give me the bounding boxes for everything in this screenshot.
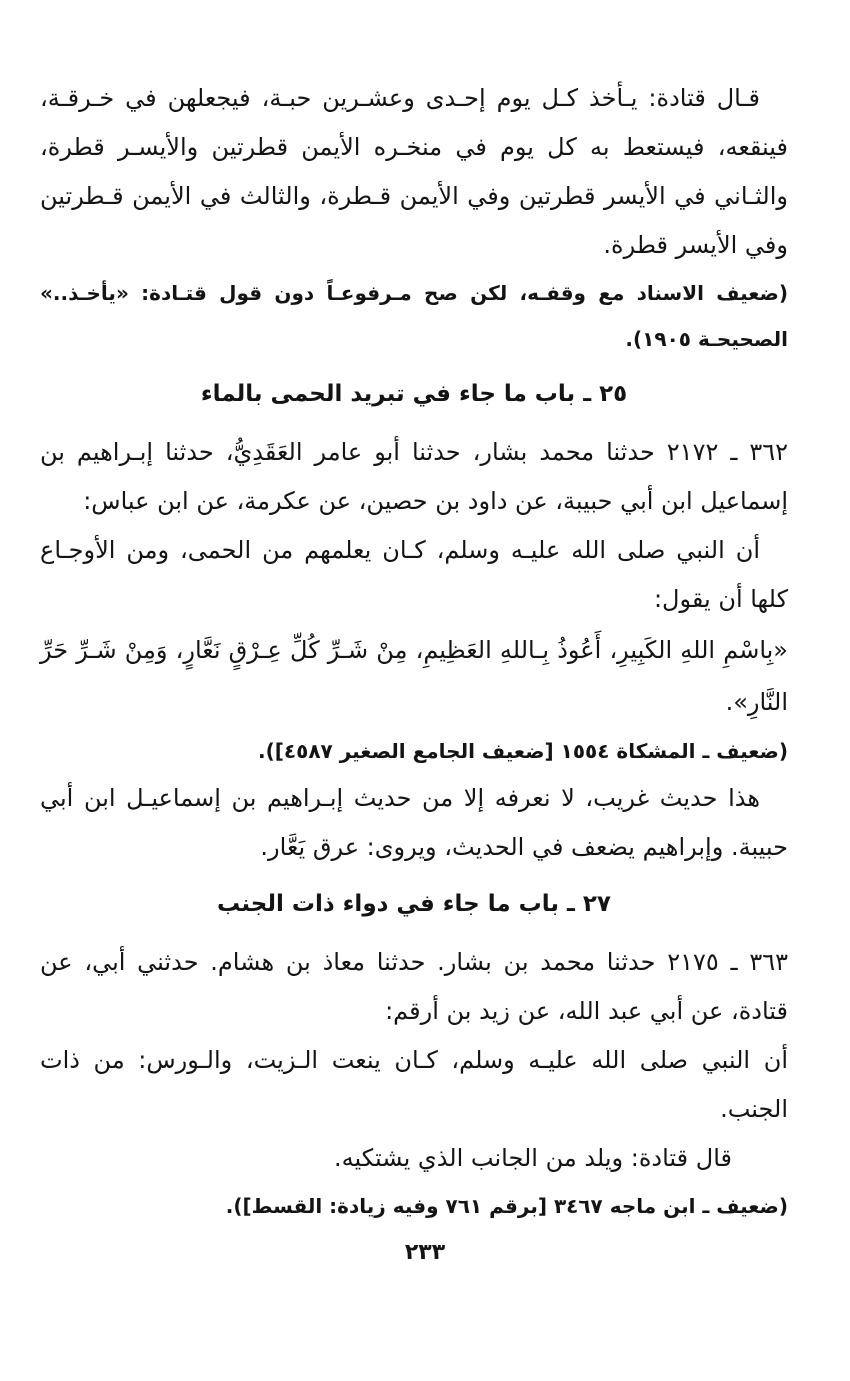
chapter-heading-25: ٢٥ ـ باب ما جاء في تبريد الحمى بالماء <box>200 381 628 407</box>
hadith-2175-isnad: ٣٦٣ ـ ٢١٧٥ حدثنا محمد بن بشار. حدثنا معاذ بن هشام. حدثني أبي، عن قتادة، عن أبي عبد الله، عن زيد بن أرقم: <box>40 948 788 1025</box>
chapter-heading-27: ٢٧ ـ باب ما جاء في دواء ذات الجنب <box>217 891 611 917</box>
hadith-2175-matn: أن النبي صلى الله عليـه وسلم، كـان ينعت الـزيت، والـورس: من ذات الجنب. <box>40 1046 788 1123</box>
page-body <box>40 74 788 1229</box>
hadith-2172-matn: أن النبي صلى الله عليـه وسلم، كـان يعلمهم من الحمى، ومن الأوجـاع كلها أن يقول: <box>40 536 788 613</box>
grading-note-3: (ضعيف ـ ابن ماجه ٣٤٦٧ [برقم ٧٦١ وفيه زيادة: القسط]). <box>225 1194 788 1218</box>
grading-note-1: (ضعيف الاسناد مع وقفـه، لكن صح مـرفوعـاً دون قول قتـادة: «يأخـذ..» الصحيحـة ١٩٠٥). <box>40 281 788 351</box>
hadith-2172-isnad: ٣٦٢ ـ ٢١٧٢ حدثنا محمد بشار، حدثنا أبو عامر العَقَدِيُّ، حدثنا إبـراهيم بن إسماعيل ابن أبي حبيبة، عن داود بن حصين، عن عكرمة، عن ابن عباس: <box>40 438 789 515</box>
supplication-text: «بِاسْمِ اللهِ الكَبِيرِ، أَعُوذُ بِـاللهِ العَظِيمِ، مِنْ شَـرِّ كُلِّ عِـرْقٍ نَعَّارٍ، وَمِنْ شَـرِّ حَرِّ النَّارِ». <box>40 636 788 716</box>
paragraph-qatada-dosage: قـال قتادة: يـأخذ كـل يوم إحـدى وعشـرين حبـة، فيجعلهن في خـرقـة، فينقعه، فيستعط به كل يوم في منخـره الأيمن قطرتين والأيسـر قطرة، والثـاني في الأيسر قطرتين وفي الأيمن قـطرة، والثالث في الأيمن قـطرتين وفي الأيسر قطرة. <box>40 84 788 259</box>
page-number: ٢٣٣ <box>404 1240 446 1265</box>
qatada-comment: قال قتادة: ويلد من الجانب الذي يشتكيه. <box>333 1144 732 1172</box>
commentary-paragraph: هذا حديث غريب، لا نعرفه إلا من حديث إبـراهيم بن إسماعيـل ابن أبي حبيبة. وإبراهيم يضعف في الحديث، ويروى: عرق يَعَّار. <box>40 784 788 861</box>
grading-note-2: (ضعيف ـ المشكاة ١٥٥٤ [ضعيف الجامع الصغير ٤٥٨٧]). <box>258 739 788 763</box>
